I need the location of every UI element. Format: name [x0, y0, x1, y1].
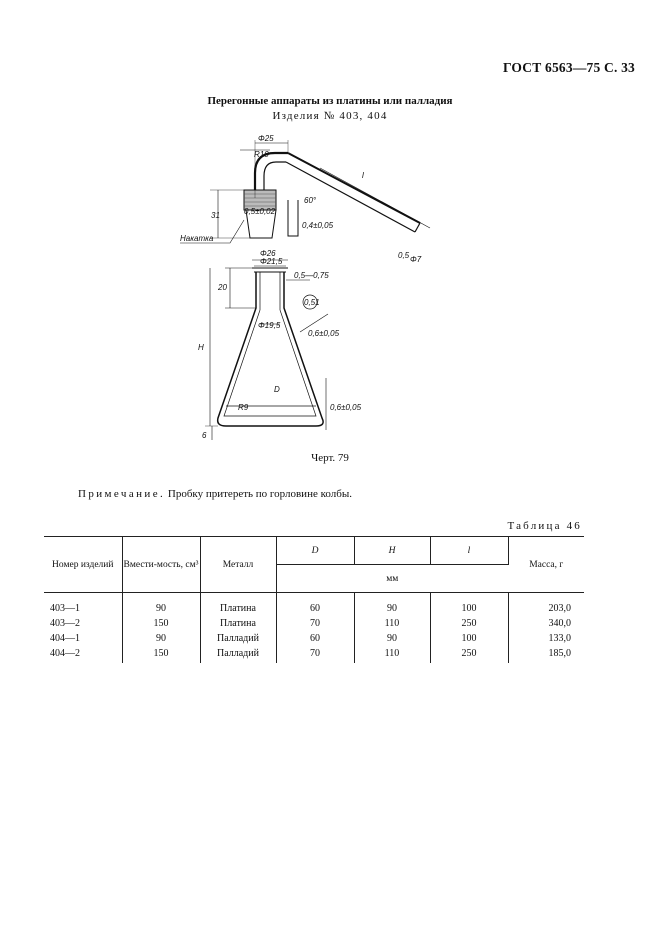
header-mass: Масса, г — [508, 537, 584, 593]
dim-d7: Φ7 — [410, 255, 422, 264]
note — [78, 488, 618, 500]
drawing-caption: Черт. 79 — [311, 452, 349, 464]
dim-d25: Φ25 — [258, 134, 274, 143]
drawing-title: Перегонные аппараты из платины или палладия — [207, 95, 453, 107]
dim-t05-075: 0,5—0,75 — [294, 271, 329, 280]
header-capacity: Вмести-мость, см³ — [122, 537, 200, 593]
dim-r051: 0,51 — [304, 298, 320, 307]
header-metal: Металл — [200, 537, 276, 593]
header-number: Номер изделий — [44, 537, 122, 593]
header-D: D — [276, 537, 354, 565]
dim-a60: 60° — [304, 196, 317, 205]
note-prefix: Примечание. — [78, 488, 166, 500]
table-label: Таблица 46 — [507, 520, 582, 532]
dim-H: H — [198, 343, 204, 352]
table-row: 403—1 90 Платина 60 90 100 203,0 — [44, 593, 584, 617]
note-text: Пробку притереть по горловине колбы. — [165, 488, 352, 500]
label-nakatka: Накатка — [180, 234, 214, 243]
dim-d21-5: Φ21,5 — [260, 257, 283, 266]
page-header: ГОСТ 6563—75 С. 33 — [502, 60, 635, 75]
dim-D: D — [274, 385, 280, 394]
header-units: мм — [276, 565, 508, 593]
dim-h31: 31 — [211, 211, 220, 220]
dim-d26: Φ26 — [260, 249, 276, 258]
dim-h20: 20 — [218, 283, 227, 292]
table-row: 404—2 150 Палладий 70 110 250 185,0 — [44, 646, 584, 663]
table-row: 403—2 150 Платина 70 110 250 340,0 — [44, 616, 584, 631]
dim-r9: R9 — [238, 403, 249, 412]
dim-t04-005: 0,4±0,05 — [302, 221, 334, 230]
header-l: l — [430, 537, 508, 565]
dim-h6: 6 — [202, 431, 207, 440]
dim-d05: 0,5 — [398, 251, 410, 260]
drawing-subtitle: Изделия № 403, 404 — [272, 110, 388, 122]
dim-r10: R10 — [254, 150, 269, 159]
table-row: 404—1 90 Палладий 60 90 100 133,0 — [44, 631, 584, 646]
data-table — [44, 536, 584, 663]
dim-d19-5: Φ19,5 — [258, 321, 281, 330]
dim-t06-005a: 0,6±0,05 — [308, 329, 340, 338]
dim-l: l — [362, 171, 364, 180]
dim-d05-002: 0,5±0,02 — [244, 207, 276, 216]
technical-drawing — [170, 128, 470, 443]
header-H: H — [354, 537, 430, 565]
dim-t06-005b: 0,6±0,05 — [330, 403, 362, 412]
